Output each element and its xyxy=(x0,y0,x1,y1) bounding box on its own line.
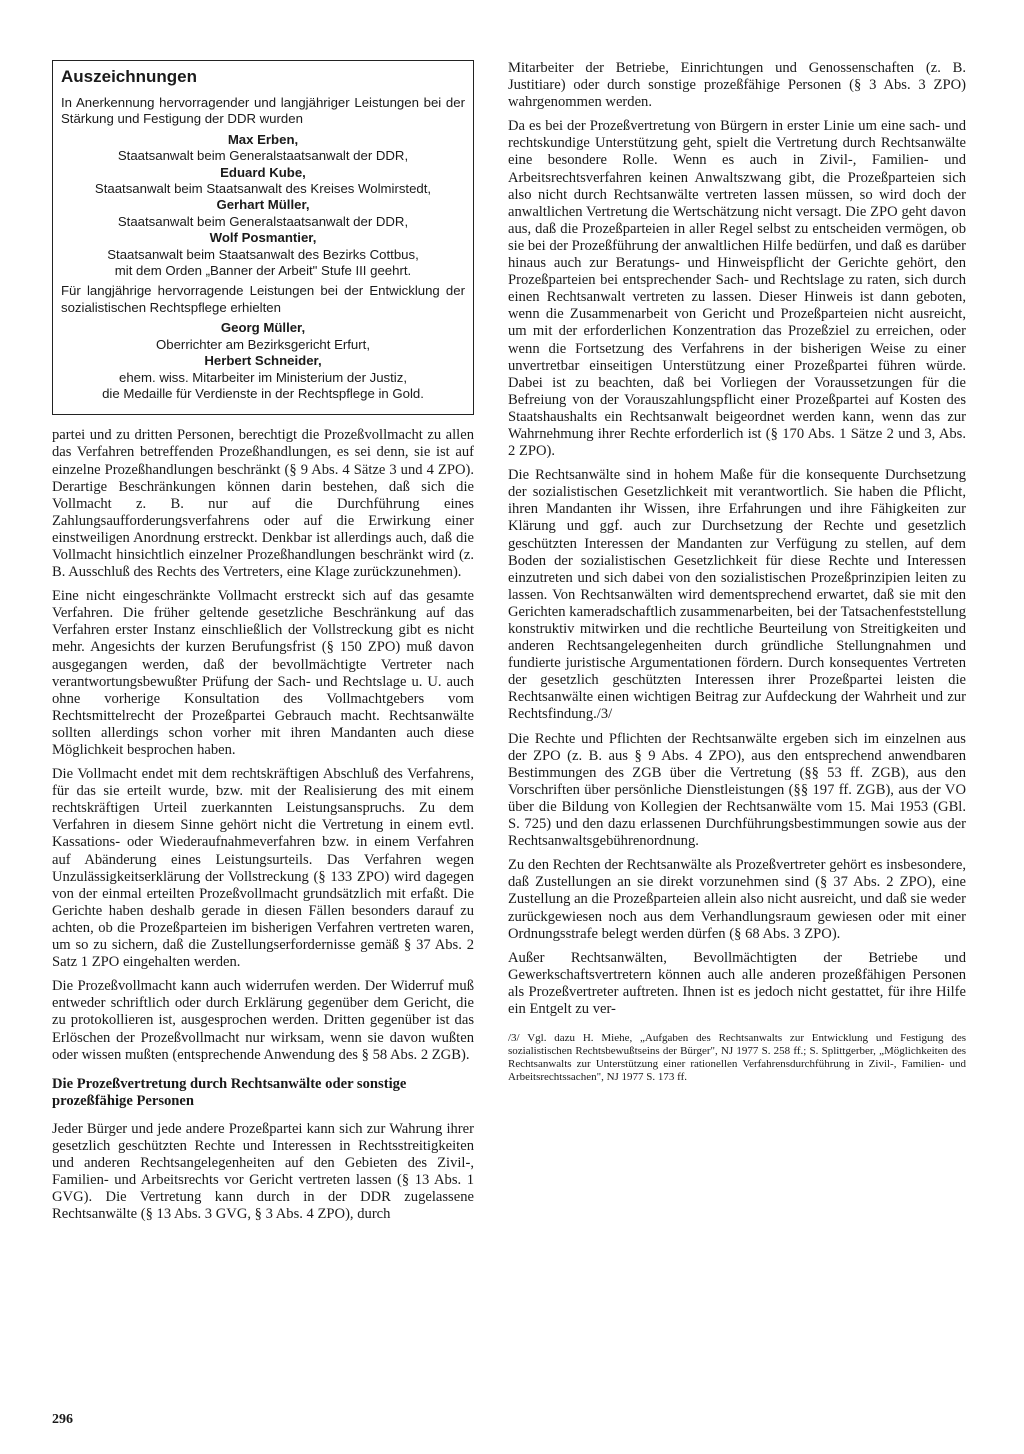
body-paragraph: Die Rechte und Pflichten der Rechtsanwälte ergeben sich im einzelnen aus der ZPO (z. B. aus § 9 Abs. 4 ZPO), aus den entsprechend anwendbaren Bestimmungen des ZGB über die Vertretung (§§ 53 ff. ZGB), aus den Vorschriften über persönliche Dienstleistungen (§§ 197 ff. ZGB), aus der VO über die Bildung von Kollegien der Rechtsanwälte vom 15. Mai 1953 (GBl. S. 725) und den dazu erlassenen Durchführungsbestimmungen sowie aus der Rechtsanwaltsgebührenordnung. xyxy=(508,730,966,850)
awardee xyxy=(61,230,465,263)
awards-closing: mit dem Orden „Banner der Arbeit" Stufe III geehrt. xyxy=(114,263,412,279)
section-heading: Die Prozeßvertretung durch Rechtsanwälte oder sonstige prozeßfähige Personen xyxy=(52,1075,407,1110)
footnote: /3/ Vgl. dazu H. Miehe, „Aufgaben des Rechtsanwalts zur Entwicklung und Festigung des sozialistischen Rechtsbewußtseins der Bürger", NJ 1977 S. 258 ff.; S. Splittgerber, „Möglichkeiten des Rechtsanwalts zur Unterstützung einer rationellen Verfahrensdurchführung in Zivil-, Familien- und Arbeitsrechtssachen", NJ 1977 S. 173 ff. xyxy=(508,1032,966,1084)
body-paragraph: Mitarbeiter der Betriebe, Einrichtungen und Genossenschaften (z. B. Justitiare) oder durch sonstige prozeßfähige Personen (§ 3 Abs. 3 ZPO) wahrgenommen werden. xyxy=(508,60,966,111)
awards-closing-2: die Medaille für Verdienste in der Rechtspflege in Gold. xyxy=(102,385,424,401)
body-paragraph: Eine nicht eingeschränkte Vollmacht erstreckt sich auf das gesamte Verfahren. Die früher geltende gesetzliche Beschränkung auf das Verfahren erster Instanz einschließlich der Vollstreckung gibt es nicht mehr. Angesichts der kurzen Berufungsfrist (§ 150 ZPO) muß davon ausgegangen werden, daß der bevollmächtigte Vertreter nach verantwortungsbewußter Prüfung der Sach- und Rechtslage u. U. auch ohne vorherige Konsultation des Vollmachtgebers vom Rechtsmittelrecht der Prozeßpartei Gebrauch macht. Rechtsanwälte sollten allerdings schon vorher mit ihren Mandanten auch diese Möglichkeit besprochen haben. xyxy=(52,588,474,758)
body-paragraph: partei und zu dritten Personen, berechtigt die Prozeßvollmacht zu allen das Verfahren betreffenden Prozeßhandlungen, es sei denn, sie ist auf einzelne Prozeßhandlungen beschränkt (§ 9 Abs. 4 Sätze 3 und 4 ZPO). Derartige Beschränkungen können darin bestehen, daß sich die Vollmacht z. B. nur auf die Durchführung eines Zahlungsaufforderungsverfahrens oder auf die Erwirkung einer einstweiligen Anordnung erstreckt. Denkbar ist allerdings auch, daß die Vollmacht hinsichtlich einzelner Prozeßhandlungen beschränkt wird (z. B. Ausschluß des Rechts des Vertreters, eine Klage zurückzunehmen). xyxy=(52,427,474,581)
body-paragraph: Die Rechtsanwälte sind in hohem Maße für die konsequente Durchsetzung der sozialistischen Gesetzlichkeit mit verantwortlich. Sie haben die Pflicht, ihren Mandanten ihr Wissen, ihre Erfahrungen und ihre Fähigkeiten zur Klärung und ggf. auch zur Durchsetzung der Rechte und gesetzlich geschützten Interessen der Mandanten zur Verfügung zu stellen, auf dem Boden der sozialistischen Gesetzlichkeit für diese Rechte und Interessen einzutreten und sich dabei von den sozialistischen Prozeßprinzipien leiten zu lassen. Von Rechtsanwälten wird dementsprechend erwartet, daß sie mit den Gerichten kameradschaftlich zusammenarbeiten, bei der Tatsachenfeststellung konstruktiv mitwirken und die rechtliche Beurteilung von Streitigkeiten und anderen Rechtsangelegenheiten durch gründliche Stellungnahmen und fundierte juristische Argumentationen fördern. Durch konsequentes Vertreten der gesetzlich geschützten Interessen ihrer Prozeßpartei leisten die Rechtsanwälte einen wichtigen Beitrag zur Aufdeckung der Wahrheit und zur Rechtsfindung./3/ xyxy=(508,467,966,723)
left-column xyxy=(52,60,474,1230)
awardee xyxy=(61,197,465,230)
awardee-role: Staatsanwalt beim Generalstaatsanwalt der DDR, xyxy=(117,213,409,229)
awardee xyxy=(61,320,465,353)
awardee-name: Gerhart Müller, xyxy=(216,197,310,213)
awardee xyxy=(61,165,465,198)
awardee-role: ehem. wiss. Mitarbeiter im Ministerium der Justiz, xyxy=(119,369,407,385)
awardee-role: Oberrichter am Bezirksgericht Erfurt, xyxy=(156,336,370,352)
body-paragraph: Die Prozeßvollmacht kann auch widerrufen werden. Der Widerruf muß entweder schriftlich oder durch Erklärung gegenüber dem Gericht, die zu protokollieren ist, ausgesprochen werden. Dritten gegenüber ist das Erlöschen der Prozeßvollmacht nur wirksam, wenn sie davon wußten oder wissen mußten (entsprechende Anwendung des § 58 Abs. 2 ZGB). xyxy=(52,978,474,1063)
body-paragraph: Da es bei der Prozeßvertretung von Bürgern in erster Linie um eine sach- und rechtskundige Unterstützung geht, spielt die Vertretung durch Rechtsanwälte eine besondere Rolle. Wenn es auch in Zivil-, Familien- und Arbeitsrechtsverfahren keinen Anwaltszwang gibt, die Prozeßparteien sich also nicht durch Rechtsanwälte vertreten lassen müssen, so wird doch der anwaltlichen Vertretung die Wertschätzung nicht versagt. Die ZPO geht davon aus, daß die Prozeßparteien in aller Regel selbst zu entscheiden vermögen, ob sie bei der Prozeßführung der anwaltlichen Hilfe bedürfen, und daß es darüber hinaus auch zur Beratungs- und Hinweispflicht der Gerichte gehört, den Prozeßparteien bei entsprechender Sach- und Rechtslage zu raten, sich durch einen Rechtsanwalt vertreten zu lassen. Dieser Hinweis ist dann geboten, wenn die Zusammenarbeit von Gericht und Prozeßparteien nicht ausreicht, um mit der erforderlichen Konzentration das Prozeßziel zu erreichen, oder wenn die Fortsetzung des Verfahrens in der bisherigen Weise zu einer unvertretbar einseitigen Unterstützung einer Prozeßpartei führen würde. Dabei ist zu beachten, daß bei Vorliegen der Voraussetzungen für die Befreiung von der Vorauszahlungspflicht einer Prozeßpartei auf Kosten des Staatshaushalts ein Rechtsanwalt beigeordnet werden kann, wenn das zur Wahrnehmung ihrer Rechte erforderlich ist (§ 170 Abs. 1 Sätze 2 und 3, Abs. 2 ZPO). xyxy=(508,118,966,460)
awardee-name: Georg Müller, xyxy=(220,320,306,336)
awardee-role: Staatsanwalt beim Generalstaatsanwalt der DDR, xyxy=(117,148,409,164)
awardee-name: Wolf Posmantier, xyxy=(209,230,317,246)
awardee-name: Eduard Kube, xyxy=(220,164,306,180)
awardee-name: Max Erben, xyxy=(227,131,299,147)
body-paragraph: Die Vollmacht endet mit dem rechtskräftigen Abschluß des Verfahrens, für das sie erteilt wurde, bzw. mit der Realisierung des mit einem rechtskräftigen Urteil zuerkannten Leistungsanspruchs. Zu dem Verfahren in diesem Sinne gehört nicht die Vertretung in einem evtl. Kassations- oder Wiederaufnahmeverfahren bzw. in einem Verfahren auf Abänderung eines Leistungsurteils. Das Verfahren wegen Unzulässigkeitserklärung der Vollstreckung (§ 133 ZPO) wird dagegen von der einmal erteilten Prozeßvollmacht grundsätzlich mit erfaßt. Die Gerichte haben deshalb gerade in diesen Fällen besonders darauf zu achten, ob die Prozeßparteien im bisherigen Verfahren vertreten waren, um so zu sichern, daß die Zustellungserfordernisse gemäß § 37 Abs. 2 Satz 1 ZPO eingehalten werden. xyxy=(52,766,474,971)
body-paragraph: Jeder Bürger und jede andere Prozeßpartei kann sich zur Wahrung ihrer gesetzlich geschützten Rechte und Interessen in Rechtsstreitigkeiten und anderen Rechtsangelegenheiten auf den Gebieten des Zivil-, Familien- und Arbeitsrechts vor Gericht vertreten lassen (§ 13 Abs. 1 GVG). Die Vertretung kann durch in der DDR zugelassene Rechtsanwälte (§ 13 Abs. 3 GVG, § 3 Abs. 4 ZPO), durch xyxy=(52,1120,474,1223)
awards-title: Auszeichnungen xyxy=(61,67,198,86)
awardee xyxy=(61,353,465,386)
awardee-role: Staatsanwalt beim Staatsanwalt des Bezirks Cottbus, xyxy=(107,246,419,262)
awardee-role: Staatsanwalt beim Staatsanwalt des Kreises Wolmirstedt, xyxy=(94,181,432,197)
awardee-name: Herbert Schneider, xyxy=(204,353,322,369)
body-paragraph: Zu den Rechten der Rechtsanwälte als Prozeßvertreter gehört es insbesondere, daß Zustellungen an sie direkt vorzunehmen sind (§ 37 Abs. 2 ZPO), eine Zustellung an die Prozeßparteien allein also nicht ausreicht, und daß sie weder zurückgewiesen noch aus dem Verhandlungsraum gewiesen oder mit einer Ordnungsstrafe belegt werden dürfen (§ 68 Abs. 3 ZPO). xyxy=(508,857,966,942)
body-paragraph: Außer Rechtsanwälten, Bevollmächtigten der Betriebe und Gewerkschaftsvertretern können auch alle anderen prozeßfähigen Personen als Prozeßvertreter auftreten. Ihnen ist es jedoch nicht gestattet, für ihre Hilfe ein Entgelt zu ver- xyxy=(508,949,966,1017)
right-column xyxy=(508,60,966,1091)
awards-intro-2: Für langjährige hervorragende Leistungen bei der Entwicklung der sozialistischen Rechtspflege erhielten xyxy=(61,283,465,315)
awards-box xyxy=(52,60,474,415)
page-number: 296 xyxy=(52,1412,73,1427)
awardee xyxy=(61,132,465,165)
awards-intro: In Anerkennung hervorragender und langjähriger Leistungen bei der Stärkung und Festigung der DDR wurden xyxy=(61,95,465,127)
